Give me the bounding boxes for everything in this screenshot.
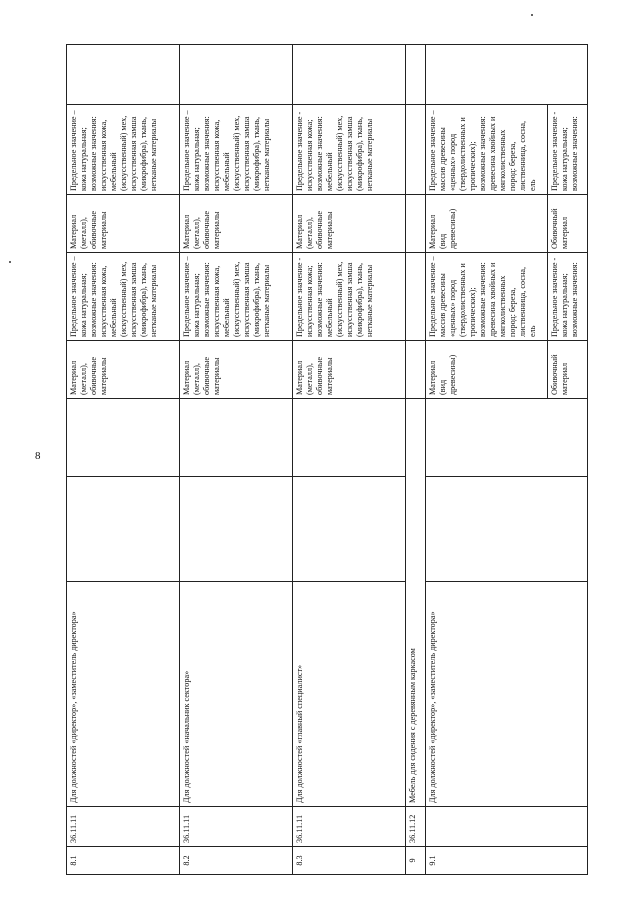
section-title: Мебель для сидения с деревянным каркасом <box>406 399 426 807</box>
row-number: 8.1 <box>67 847 180 875</box>
cell-empty <box>180 45 293 105</box>
cell-empty <box>406 253 426 341</box>
item-name: Для должностей «главный специалист» <box>293 582 406 807</box>
okpd-code: 36.11.12 <box>406 807 426 847</box>
characteristic-name: Материал (вид древесины) <box>426 341 548 399</box>
okpd-code: 36.11.11 <box>180 807 293 847</box>
scan-speck <box>531 14 533 16</box>
table-row <box>180 45 293 875</box>
cell-empty <box>406 105 426 195</box>
row-number: 9.1 <box>426 847 588 875</box>
characteristic-value: Предельное значение – кожа натуральная; возможные значения: искусственная кожа, мебельный (искусственный) мех, искусственная замша (микрофибра), ткань, нетканые материалы <box>180 253 293 341</box>
cell-empty <box>67 477 180 582</box>
characteristic-name: Материал (металл), обивочные материалы <box>293 195 406 253</box>
okpd-code: 36.11.11 <box>293 807 406 847</box>
item-name: Для должностей «директор», «заместитель директора» <box>67 582 180 807</box>
scan-speck <box>9 261 11 263</box>
cell-empty <box>67 399 180 477</box>
characteristic-name: Материал (металл), обивочные материалы <box>293 341 406 399</box>
table-row <box>67 45 180 875</box>
table-row <box>426 45 548 875</box>
characteristic-value: Предельное значение - кожа натуральная; возможные значения: <box>548 105 588 195</box>
cell-empty <box>293 45 406 105</box>
requirements-table <box>66 44 588 875</box>
characteristic-value: Предельное значение - кожа натуральная; возможные значения: <box>548 253 588 341</box>
characteristic-name: Обивочный материал <box>548 195 588 253</box>
characteristic-value: Предельное значение - искусственная кожа; возможные значения: мебельный (искусственный) мех, искусственная замша (микрофибра), ткань, нетканые материалы <box>293 105 406 195</box>
cell-empty <box>180 477 293 582</box>
characteristic-value: Предельное значение – массив древесины «ценных» пород (твердолиственных и тропических); возможные значения: древесина хвойных и мягколиственных пород: береза, лиственница, сосна, ель <box>426 105 548 195</box>
characteristic-value: Предельное значение – кожа натуральная; возможные значения: искусственная кожа, мебельный (искусственный) мех, искусственная замша (микрофибра), ткань, нетканые материалы <box>180 105 293 195</box>
characteristic-name: Обивочный материал <box>548 341 588 399</box>
cell-empty <box>426 399 588 477</box>
cell-empty <box>293 477 406 582</box>
characteristic-name: Материал (металл), обивочные материалы <box>67 341 180 399</box>
page-number: 8 <box>35 450 41 462</box>
cell-empty <box>426 45 588 105</box>
okpd-code: 36.11.11 <box>67 807 180 847</box>
rotated-table-container <box>66 45 588 875</box>
row-number: 8.2 <box>180 847 293 875</box>
characteristic-name: Материал (металл), обивочные материалы <box>67 195 180 253</box>
cell-empty <box>67 45 180 105</box>
row-number: 8.3 <box>293 847 406 875</box>
characteristic-value: Предельное значение – кожа натуральная; возможные значения: искусственная кожа, мебельный (искусственный) мех, искусственная замша (микрофибра), ткань, нетканые материалы <box>67 105 180 195</box>
characteristic-name: Материал (вид древесины) <box>426 195 548 253</box>
cell-empty <box>426 477 588 582</box>
item-name: Для должностей «начальник сектора» <box>180 582 293 807</box>
cell-empty <box>406 45 426 105</box>
table-row <box>293 45 406 875</box>
section-row <box>406 45 426 875</box>
cell-empty <box>180 399 293 477</box>
cell-empty <box>406 341 426 399</box>
item-name: Для должностей «директор», «заместитель директора» <box>426 582 588 807</box>
characteristic-name: Материал (металл), обивочные материалы <box>180 195 293 253</box>
cell-empty <box>293 399 406 477</box>
characteristic-value: Предельное значение – массив древесины «ценных» пород (твердолиственных и тропических); возможные значения: древесина хвойных и мягколиственных пород: береза, лиственница, сосна, ель <box>426 253 548 341</box>
characteristic-value: Предельное значение – кожа натуральная; возможные значения: искусственная кожа, мебельный (искусственный) мех, искусственная замша (микрофибра), ткань, нетканые материалы <box>67 253 180 341</box>
characteristic-value: Предельное значение - искусственная кожа; возможные значения: мебельный (искусственный) мех, искусственная замша (микрофибра), ткань, нетканые материалы <box>293 253 406 341</box>
characteristic-name: Материал (металл), обивочные материалы <box>180 341 293 399</box>
row-number: 9 <box>406 847 426 875</box>
okpd-code <box>426 807 588 847</box>
cell-empty <box>406 195 426 253</box>
